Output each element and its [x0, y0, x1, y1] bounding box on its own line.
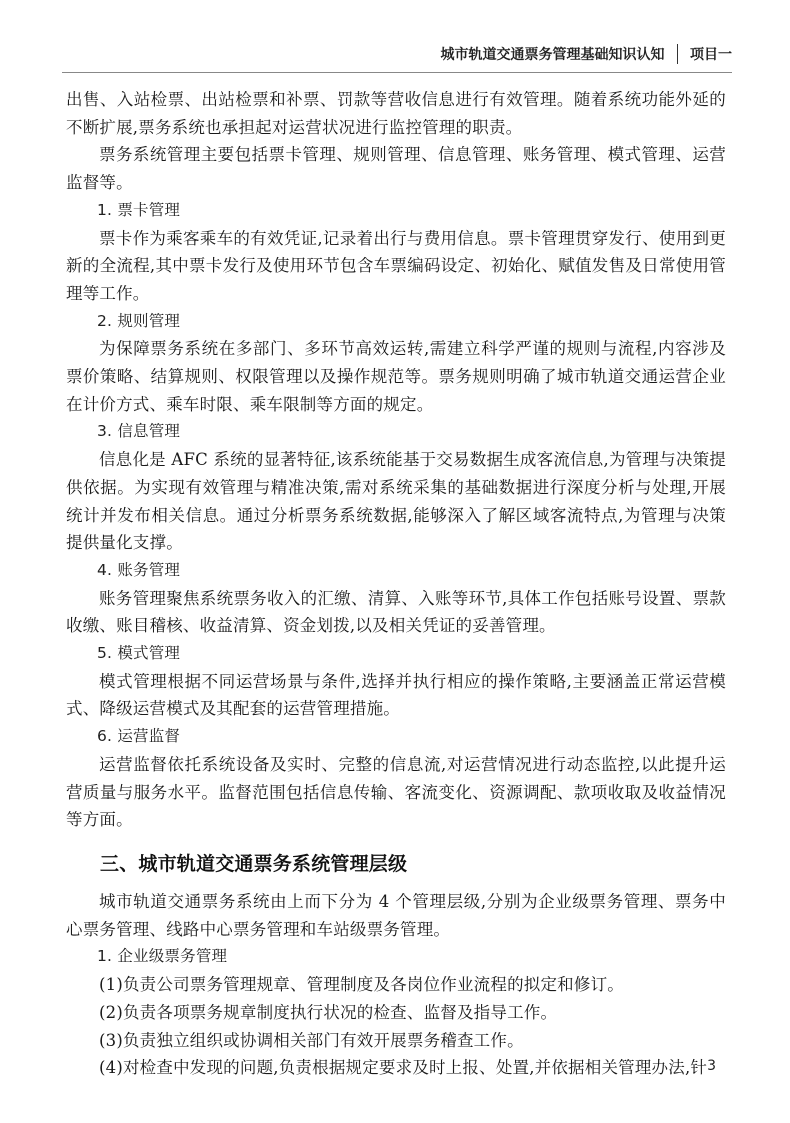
page-body — [66, 86, 726, 1082]
header-project: 项目一 — [690, 47, 732, 63]
heading-mode: 5. 模式管理 — [97, 644, 181, 663]
paragraph-levels-intro: 城市轨道交通票务系统由上而下分为 4 个管理层级,分别为企业级票务管理、票务中心票务管理、线路中心票务管理和车站级票务管理。 — [66, 891, 726, 939]
paragraph-supervision: 运营监督依托系统设备及实时、完整的信息流,对运营情况进行动态监控,以此提升运营质量与服务水平。监督范围包括信息传输、客流变化、资源调配、款项收取及收益情况等方面。 — [66, 754, 726, 830]
paragraph-accounts: 账务管理聚焦系统票务收入的汇缴、清算、入账等环节,具体工作包括账号设置、票款收缴、账目稽核、收益清算、资金划拨,以及相关凭证的妥善管理。 — [66, 588, 726, 636]
paragraph-mode: 模式管理根据不同运营场景与条件,选择并执行相应的操作策略,主要涵盖正常运营模式、降级运营模式及其配套的运营管理措施。 — [66, 671, 726, 719]
heading-information: 3. 信息管理 — [97, 422, 181, 441]
header-separator — [677, 44, 679, 64]
header-title: 城市轨道交通票务管理基础知识认知 — [440, 47, 665, 63]
list-item: (2)负责各项票务规章制度执行状况的检查、监督及指导工作。 — [99, 1002, 558, 1022]
heading-supervision: 6. 运营监督 — [97, 727, 181, 746]
header-rule — [62, 72, 732, 73]
page-number: 3 — [707, 1058, 716, 1074]
paragraph-continuation: 出售、入站检票、出站检票和补票、罚款等营收信息进行有效管理。随着系统功能外延的不断扩展,票务系统也承担起对运营状况进行监控管理的职责。 — [66, 90, 726, 137]
paragraph-ticket-card: 票卡作为乘客乘车的有效凭证,记录着出行与费用信息。票卡管理贯穿发行、使用到更新的全流程,其中票卡发行及使用环节包含车票编码设定、初始化、赋值发售及日常使用管理等工作。 — [66, 228, 726, 303]
paragraph-intro: 票务系统管理主要包括票卡管理、规则管理、信息管理、账务管理、模式管理、运营监督等。 — [66, 145, 726, 193]
heading-enterprise-level: 1. 企业级票务管理 — [97, 947, 228, 966]
heading-rules: 2. 规则管理 — [97, 311, 181, 330]
list-item: (1)负责公司票务管理规章、管理制度及各岗位作业流程的拟定和修订。 — [99, 975, 624, 995]
heading-accounts: 4. 账务管理 — [97, 560, 181, 579]
section-title: 三、城市轨道交通票务系统管理层级 — [100, 852, 408, 875]
list-item: (4)对检查中发现的问题,负责根据规定要求及时上报、处置,并依据相关管理办法,针 — [99, 1058, 708, 1078]
list-item: (3)负责独立组织或协调相关部门有效开展票务稽查工作。 — [99, 1030, 524, 1050]
running-header — [441, 40, 733, 68]
heading-ticket-card: 1. 票卡管理 — [97, 200, 181, 219]
paragraph-rules: 为保障票务系统在多部门、多环节高效运转,需建立科学严谨的规则与流程,内容涉及票价策略、结算规则、权限管理以及操作规范等。票务规则明确了城市轨道交通运营企业在计价方式、乘车时限、乘车限制等方面的规定。 — [66, 339, 726, 414]
paragraph-information: 信息化是 AFC 系统的显著特征,该系统能基于交易数据生成客流信息,为管理与决策提供依据。为实现有效管理与精准决策,需对系统采集的基础数据进行深度分析与处理,开展统计并发布相关信息。通过分析票务系统数据,能够深入了解区域客流特点,为管理与决策提供量化支撑。 — [66, 450, 726, 553]
